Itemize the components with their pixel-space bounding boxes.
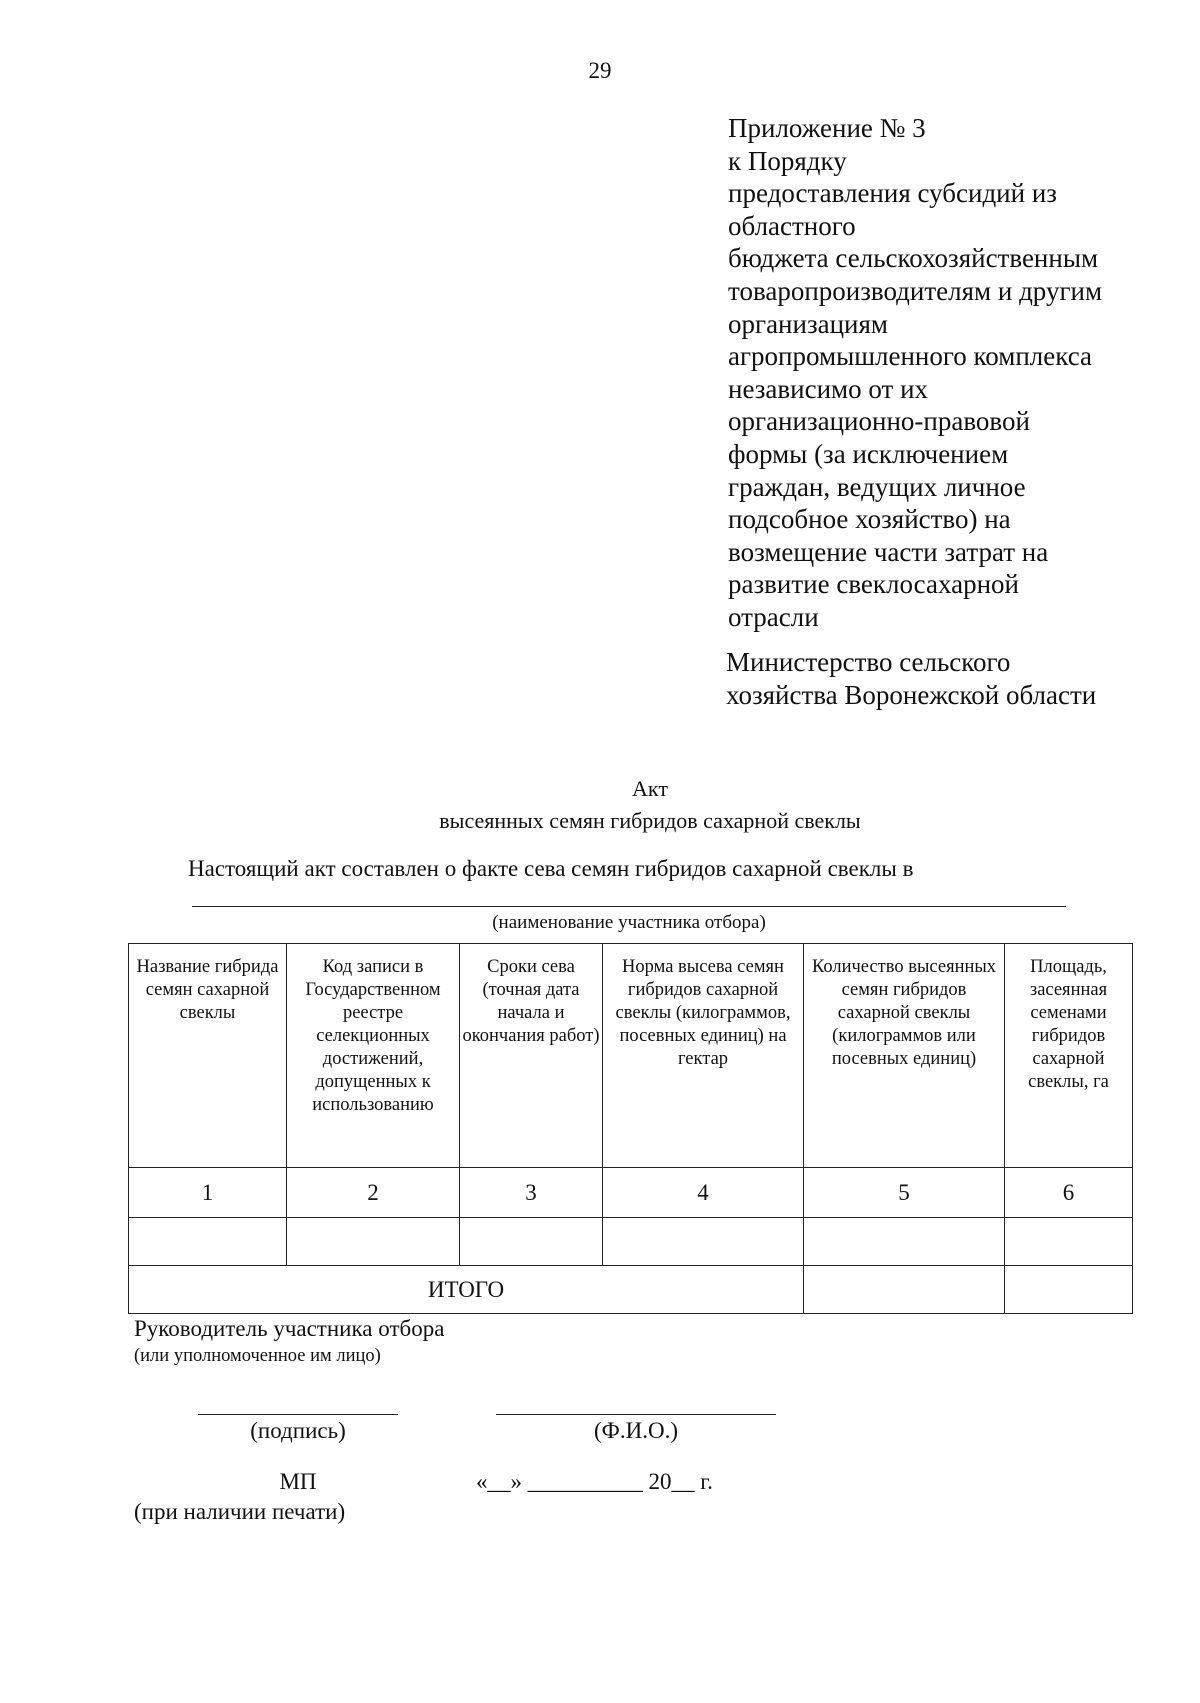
table-number-row: [129, 1168, 1133, 1218]
date-line: «__» __________ 20__ г.: [476, 1469, 713, 1494]
appendix-line: формы (за исключением: [728, 438, 1009, 469]
appendix-line: организационно-правовой: [728, 406, 1030, 437]
empty-cell: [287, 1218, 460, 1266]
column-number: 2: [287, 1168, 460, 1218]
appendix-line: к Порядку: [728, 145, 847, 176]
seal-sublabel: (при наличии печати): [134, 1499, 346, 1524]
appendix-line: подсобное хозяйство) на: [728, 504, 1011, 535]
empty-cell: [460, 1218, 603, 1266]
page-number: 29: [588, 58, 612, 83]
empty-cell: [129, 1218, 287, 1266]
total-area-cell: [1005, 1266, 1133, 1314]
head-label: Руководитель участника отбора: [134, 1316, 445, 1341]
column-number: 5: [804, 1168, 1005, 1218]
table-header-row: [129, 944, 1133, 1168]
ministry-name: [726, 646, 1166, 711]
total-label: ИТОГО: [129, 1266, 804, 1314]
ministry-line: Министерство сельского: [726, 647, 1011, 677]
empty-cell: [804, 1218, 1005, 1266]
signature-line: [198, 1414, 398, 1415]
appendix-line: развитие свеклосахарной: [728, 569, 1019, 600]
column-number: 4: [603, 1168, 804, 1218]
head-sublabel: (или уполномоченное им лицо): [134, 1346, 381, 1366]
column-number: 1: [129, 1168, 287, 1218]
document-subtitle: высеянных семян гибридов сахарной свеклы: [439, 808, 861, 833]
appendix-heading: [728, 112, 1168, 634]
sowing-act-table: [128, 943, 1133, 1314]
header-cell-seeding-rate: Норма высева семян гибридов сахарной свеклы (килограммов, посевных единиц) на гектар: [603, 944, 804, 1168]
appendix-line: бюджета сельскохозяйственным: [728, 243, 1099, 274]
ministry-line: хозяйства Воронежской области: [726, 679, 1097, 710]
fio-line: [496, 1414, 776, 1415]
appendix-line: организациям: [728, 308, 889, 339]
appendix-line: граждан, ведущих личное: [728, 471, 1026, 502]
table-row: [129, 1218, 1133, 1266]
column-number: 6: [1005, 1168, 1133, 1218]
fio-caption: (Ф.И.О.): [594, 1418, 678, 1443]
appendix-line: независимо от их: [728, 373, 929, 404]
appendix-line: Приложение № 3: [728, 113, 926, 143]
total-quantity-cell: [804, 1266, 1005, 1314]
signature-caption: (подпись): [250, 1418, 346, 1443]
empty-cell: [1005, 1218, 1133, 1266]
appendix-line: областного: [728, 210, 856, 241]
appendix-line: возмещение части затрат на: [728, 536, 1049, 567]
intro-text: Настоящий акт составлен о факте сева семян гибридов сахарной свеклы в: [188, 856, 914, 881]
appendix-line: товаропроизводителям и другим: [728, 275, 1103, 306]
header-cell-sowing-dates: Сроки сева (точная дата начала и окончания работ): [460, 944, 603, 1168]
appendix-line: отрасли: [728, 601, 819, 632]
appendix-line: агропромышленного комплекса: [728, 341, 1092, 372]
seal-label: МП: [279, 1469, 317, 1494]
header-cell-hybrid-name: Название гибрида семян сахарной свеклы: [129, 944, 287, 1168]
appendix-line: предоставления субсидий из: [728, 178, 1057, 209]
document-title: Акт: [632, 776, 668, 801]
header-cell-area: Площадь, засеянная семенами гибридов сахарной свеклы, га: [1005, 944, 1133, 1168]
participant-name-caption: (наименование участника отбора): [492, 912, 766, 933]
table-total-row: [129, 1266, 1133, 1314]
column-number: 3: [460, 1168, 603, 1218]
header-cell-seed-quantity: Количество высеянных семян гибридов сахарной свеклы (килограммов или посевных единиц): [804, 944, 1005, 1168]
participant-name-line: [192, 906, 1066, 907]
empty-cell: [603, 1218, 804, 1266]
header-cell-registry-code: Код записи в Государственном реестре селекционных достижений, допущенных к использованию: [287, 944, 460, 1168]
